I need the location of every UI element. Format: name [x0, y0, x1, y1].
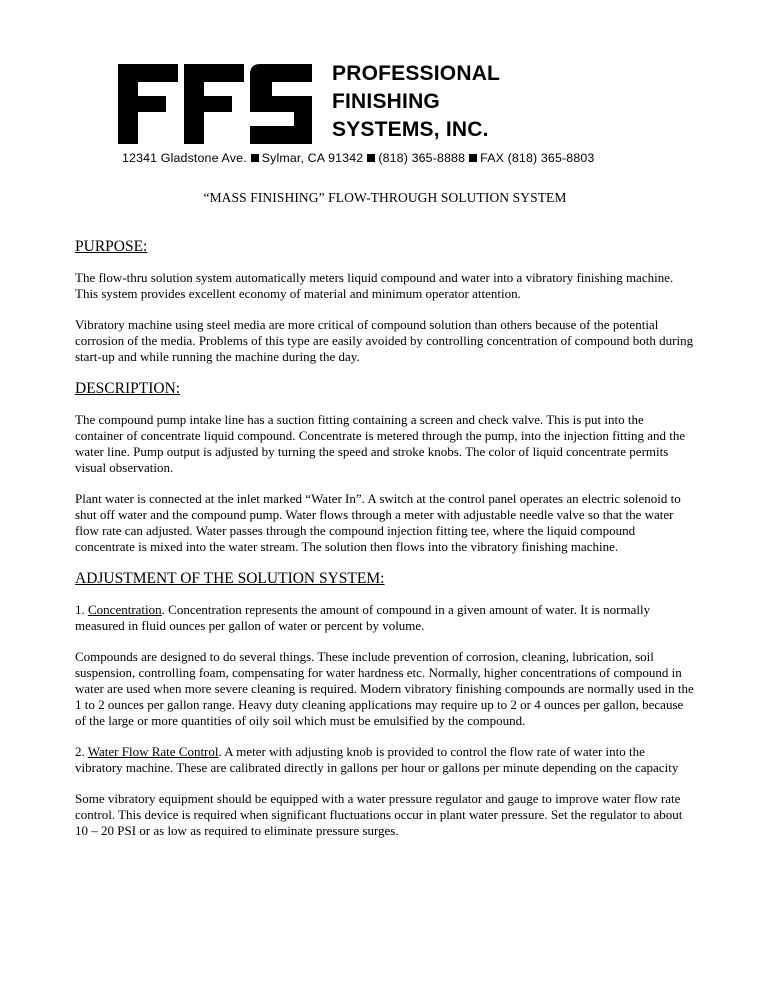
adjustment-heading: ADJUSTMENT OF THE SOLUTION SYSTEM: — [75, 570, 385, 587]
concentration-paragraph — [75, 602, 695, 634]
company-name — [332, 60, 500, 144]
description-heading: DESCRIPTION: — [75, 380, 181, 397]
phone-number: (818) 365-8888 — [378, 151, 466, 165]
water-flow-text: . A meter with adjusting knob is provided to control the flow rate of water into the vibratory machine. These are calibrated directly in gallons per hour or gallons per minute depending on the capacity — [75, 744, 679, 775]
concentration-label: Concentration — [88, 602, 162, 617]
pressure-regulator-paragraph: Some vibratory equipment should be equipped with a water pressure regulator and gauge to improve water flow rate control. This device is required when significant fluctuations occur in plant water pressure. Set the regulator to about 10 – 20 PSI or as low as required to eliminate pressure surges. — [75, 791, 683, 838]
compounds-paragraph: Compounds are designed to do several things. These include prevention of corrosion, cleaning, lubrication, soil suspension, controlling foam, compensating for water hardness etc. Normally, higher concentrations of compound in water are used when more severe cleaning is required. Modern vibratory finishing compounds are normally used in the 1 to 2 ounces per gallon range. Heavy duty cleaning applications may require up to 2 or 4 ounces per gallon, because of the large or more quantities of oily soil which must be emulsified by the compound. — [75, 649, 694, 728]
water-flow-paragraph — [75, 744, 695, 776]
contact-line — [122, 151, 594, 165]
ffs-logo — [118, 64, 312, 144]
description-paragraph-1: The compound pump intake line has a suction fitting containing a screen and check valve. This is put into the container of concentrate liquid compound. Concentrate is metered through the pump, into the injection fitting and the water line. Pump output is adjusted by turning the speed and stroke knobs. The color of liquid concentrate permits visual observation. — [75, 412, 686, 475]
city-address: Sylmar, CA 91342 — [261, 151, 364, 165]
street-address: 12341 Gladstone Ave. — [122, 151, 247, 165]
water-flow-label: Water Flow Rate Control — [87, 744, 219, 759]
separator-square-icon — [469, 154, 477, 162]
purpose-paragraph-1: The flow-thru solution system automatically meters liquid compound and water into a vibratory finishing machine. This system provides excellent economy of material and minimum operator attention. — [75, 270, 674, 301]
document-body — [75, 190, 695, 854]
description-paragraph-2: Plant water is connected at the inlet marked “Water In”. A switch at the control panel operates an electric solenoid to shut off water and the compound pump. Water flows through a meter with adjustable needle valve so that the water flow rate can adjusted. Water passes through the compound injection fitting tee, where the liquid compound concentrate is mixed into the water stream. The solution then flows into the vibratory finishing machine. — [75, 491, 681, 554]
concentration-text: . Concentration represents the amount of compound in a given amount of water. It is normally measured in fluid ounces per gallon of water or percent by volume. — [75, 602, 651, 633]
letterhead — [118, 60, 678, 172]
company-name-line1: PROFESSIONAL — [332, 62, 501, 85]
company-name-line3: SYSTEMS, INC. — [332, 118, 489, 141]
separator-square-icon — [251, 154, 259, 162]
fax-number: FAX (818) 365-8803 — [480, 151, 595, 165]
document-title: “MASS FINISHING” FLOW-THROUGH SOLUTION SYSTEM — [203, 190, 567, 205]
separator-square-icon — [367, 154, 375, 162]
item-number: 2. — [75, 744, 85, 759]
item-number: 1. — [75, 602, 85, 617]
purpose-heading: PURPOSE: — [75, 238, 148, 255]
company-name-line2: FINISHING — [332, 90, 440, 113]
purpose-paragraph-2: Vibratory machine using steel media are more critical of compound solution than others because of the potential corrosion of the media. Problems of this type are easily avoided by controlling concentration of compound both during start-up and while running the machine during the day. — [75, 317, 694, 364]
